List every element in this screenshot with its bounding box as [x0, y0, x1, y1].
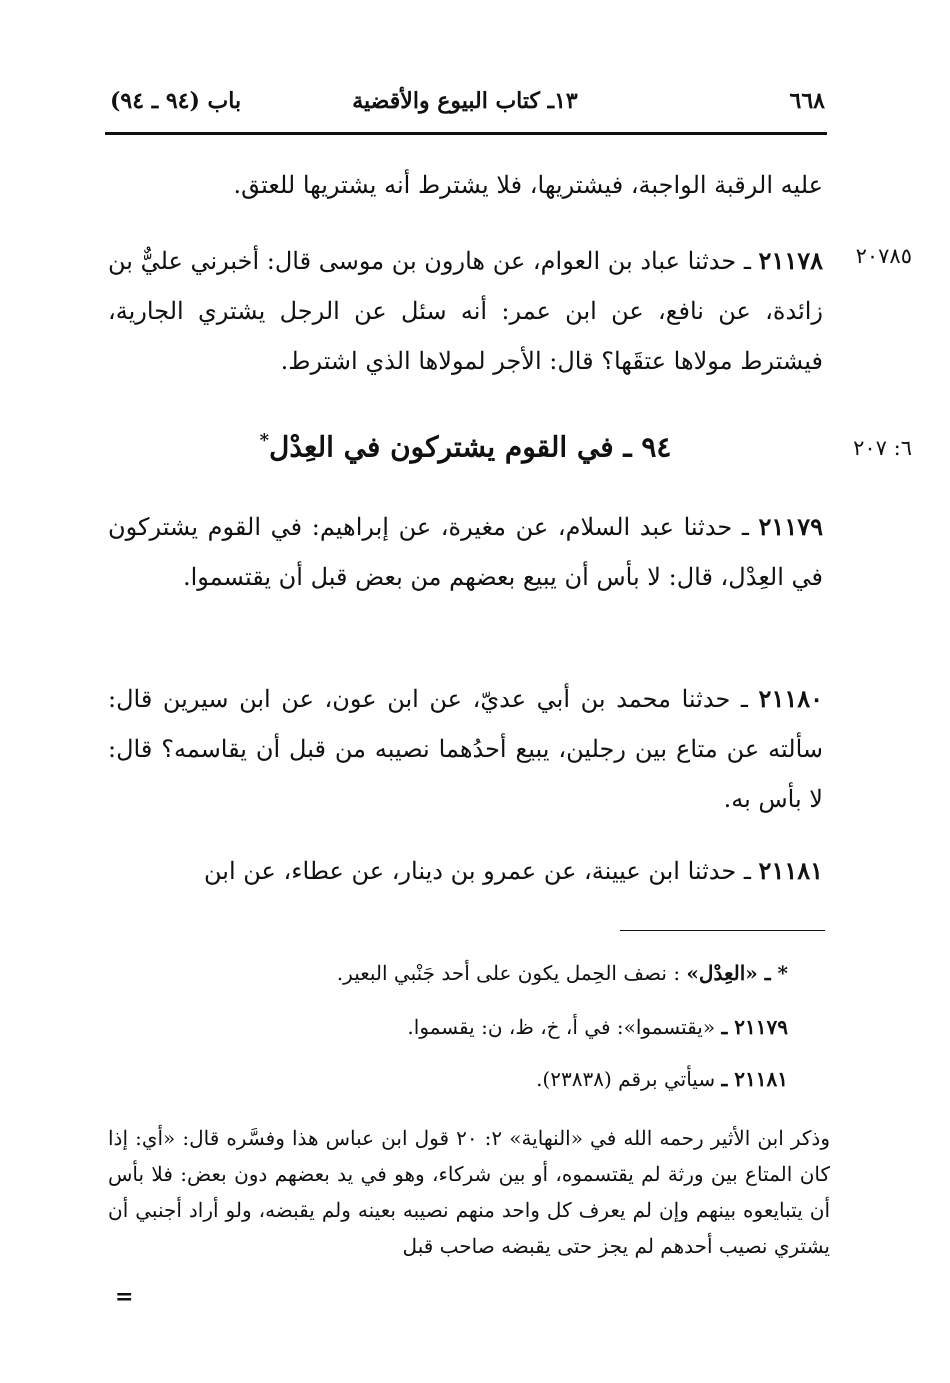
hadith-number: ٢١١٨١: [758, 856, 823, 885]
hadith-text: ـ حدثنا عبد السلام، عن مغيرة، عن إبراهيم: في القوم يشتركون في العِدْل، قال: لا بأس أن يبيع بعضهم من بعض قبل أن يقتسموا.: [108, 513, 823, 591]
chapter-heading: ٩٤ ـ في القوم يشتركون في العِدْل*: [259, 430, 672, 464]
hadith-text: ـ حدثنا عباد بن العوام، عن هارون بن موسى قال: أخبرني عليٌّ بن زائدة، عن نافع، عن ابن عمر: أنه سئل عن الرجل يشتري الجارية، فيشترط مولاها عتقَها؟ قال: الأجر لمولاها الذي اشترط.: [108, 247, 824, 375]
hadith-paragraph: [108, 846, 823, 896]
hadith-number: ٢١١٨٠: [758, 684, 823, 713]
footnote-rule: [620, 930, 825, 931]
opening-paragraph: عليه الرقبة الواجبة، فيشتريها، فلا يشترط أنه يشتريها للعتق.: [233, 171, 823, 199]
continuation-mark: =: [115, 1284, 134, 1310]
hadith-paragraph: [108, 674, 823, 824]
footnote-text: : نصف الحِمل يكون على أحد جَنْبي البعير.: [336, 961, 681, 985]
footnote-paragraph: وذكر ابن الأثير رحمه الله في «النهاية» ٢: ٢٠ قول ابن عباس هذا وفسَّره قال: «أي: إذا كان المتاع بين ورثة لم يقتسموه، أو بين شركاء، وهو في يد بعضهم دون بعض: فلا بأس أن يتبايعوه بينهم وإن لم يعرف كل واحد منهم نصيبه بعينه ولم يقبضه، ولو أراد أجنبي أن يشتري نصيب أحدهم لم يجز حتى يقبضه صاحب قبل: [108, 1126, 830, 1258]
footnote-label: ٢١١٨١ ـ: [721, 1067, 788, 1091]
footnote-text: «يقتسموا»: في أ، خ، ظ، ن: يقسموا.: [407, 1015, 716, 1039]
hadith-paragraph: [108, 502, 823, 602]
footnote-text: سيأتي برقم (٢٣٨٣٨).: [536, 1067, 716, 1091]
margin-reference: ٢٠٧٨٥: [855, 244, 912, 268]
footnote-label: ٢١١٧٩ ـ: [721, 1015, 788, 1039]
hadith-text: ـ حدثنا ابن عيينة، عن عمرو بن دينار، عن عطاء، عن ابن: [204, 857, 751, 885]
footnote: [108, 1064, 788, 1094]
hadith-paragraph: [108, 236, 823, 386]
hadith-number: ٢١١٧٨: [758, 246, 823, 275]
footnote-marker: *: [259, 430, 270, 451]
page-number: ٦٦٨: [789, 88, 825, 114]
header-rule: [105, 132, 827, 135]
chapter-range: باب (٩٤ ـ ٩٤): [110, 88, 242, 114]
footnote: [108, 958, 788, 988]
margin-reference: ٦: ٢٠٧: [853, 436, 912, 460]
footnote-label: * ـ «العِدْل»: [686, 961, 788, 985]
book-title: ١٣ـ كتاب البيوع والأقضية: [352, 88, 578, 114]
page-header: [100, 84, 825, 124]
footnote: [108, 1012, 788, 1042]
hadith-number: ٢١١٧٩: [758, 512, 823, 541]
hadith-text: ـ حدثنا محمد بن أبي عديّ، عن ابن عون، عن ابن سيرين قال: سألته عن متاع بين رجلين، يبيع أحدُهما نصيبه من قبل أن يقاسمه؟ قال: لا بأس به.: [108, 685, 823, 813]
